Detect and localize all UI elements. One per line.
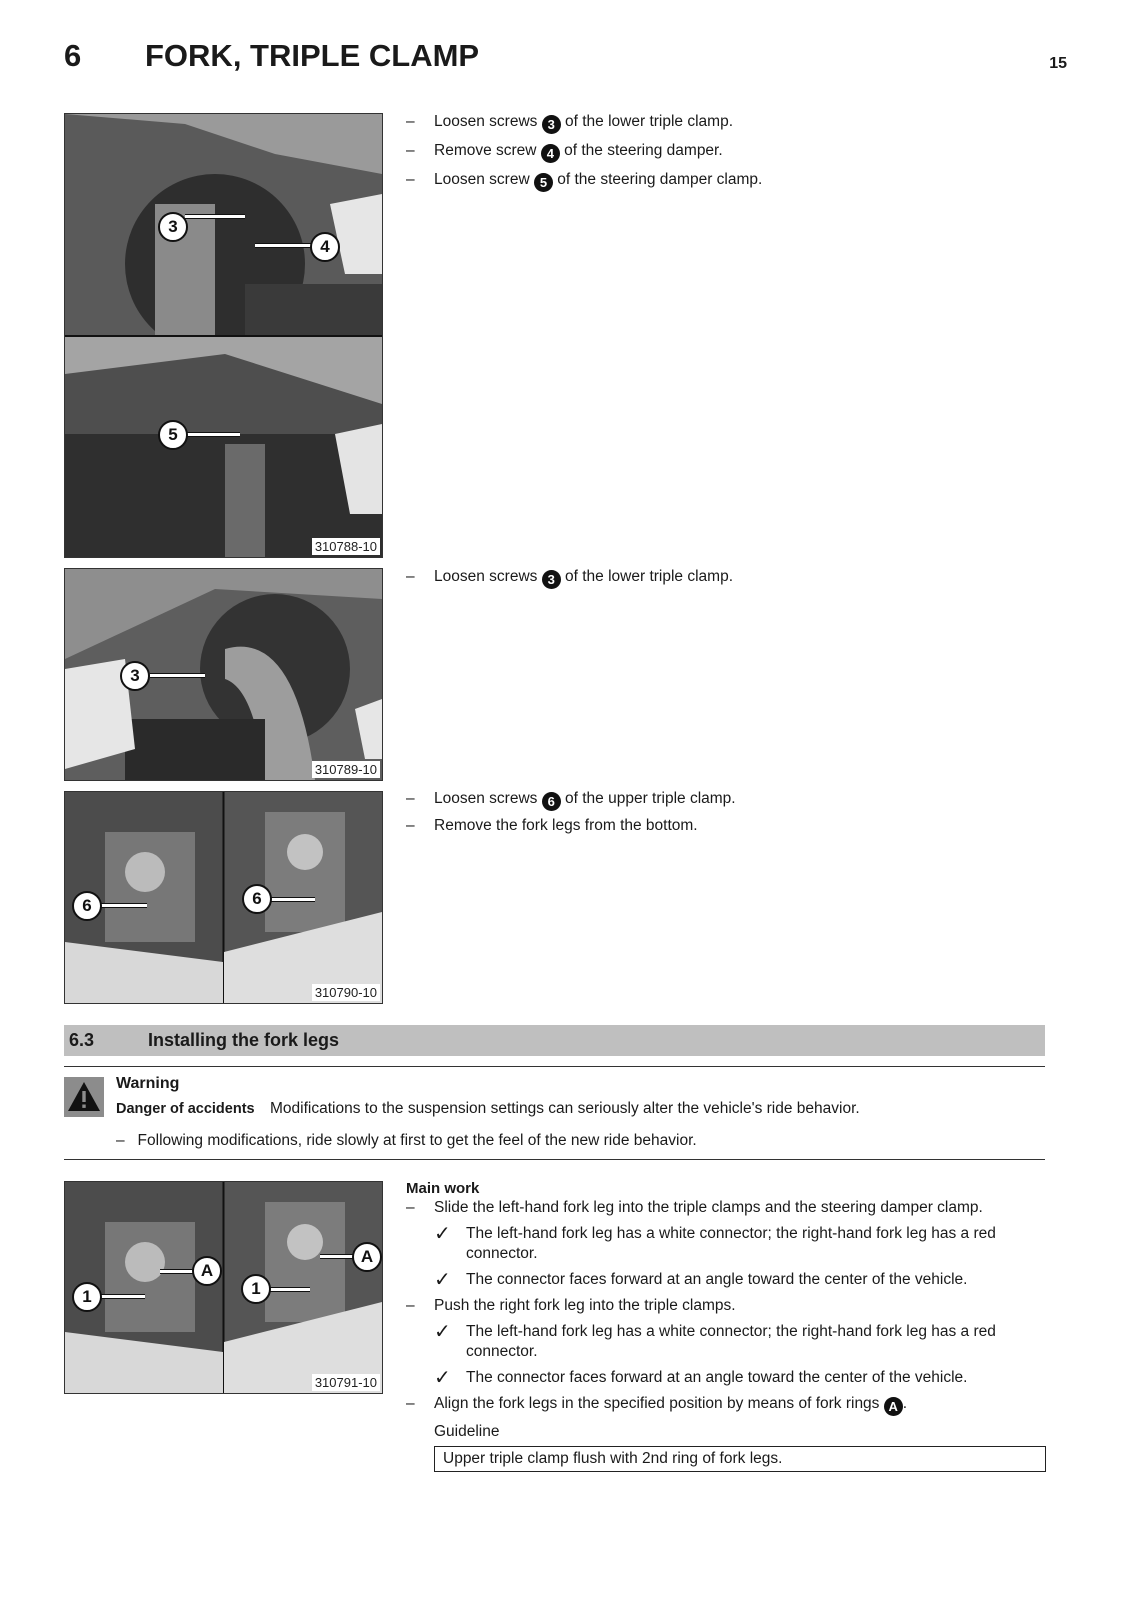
ref-badge: 5 — [534, 173, 553, 192]
ref-badge: 3 — [542, 570, 561, 589]
step-list-2 — [406, 562, 1046, 591]
step-item: – Remove the fork legs from the bottom. — [406, 817, 698, 834]
callout-1: 1 — [241, 1274, 271, 1304]
step-item: – Loosen screw 5 of the steering damper clamp. — [406, 171, 763, 190]
step-item: – Loosen screws 6 of the upper triple clamp. — [406, 790, 736, 809]
check-item: ✓ The left-hand fork leg has a white connector; the right-hand fork leg has a red connector. — [434, 1223, 996, 1262]
chapter-number: 6 — [64, 38, 82, 73]
step-list-3 — [406, 785, 1046, 839]
figure-code: 310790-10 — [312, 984, 380, 1001]
callout-3: 3 — [158, 212, 188, 242]
figure-code: 310789-10 — [312, 761, 380, 778]
warning-bottom-rule — [64, 1159, 1045, 1160]
warning-text: Modifications to the suspension settings can seriously alter the vehicle's ride behavior. — [270, 1100, 860, 1117]
callout-1: 1 — [72, 1282, 102, 1312]
figure-code: 310788-10 — [312, 538, 380, 555]
callout-A: A — [352, 1242, 382, 1272]
warning-action: – Following modifications, ride slowly at first to get the feel of the new ride behavior. — [116, 1132, 697, 1149]
step-list-1 — [406, 107, 1046, 194]
ref-badge: 3 — [542, 115, 561, 134]
callout-6: 6 — [72, 891, 102, 921]
figure-upper-triple-clamp-screws — [64, 791, 383, 1004]
guideline-label: Guideline — [434, 1423, 500, 1440]
main-work-list — [406, 1198, 1046, 1472]
check-item: ✓ The connector faces forward at an angle toward the center of the vehicle. — [434, 1269, 968, 1291]
check-item: ✓ The left-hand fork leg has a white connector; the right-hand fork leg has a red connector. — [434, 1321, 996, 1360]
photo-upper-triple-clamp — [65, 114, 382, 557]
check-icon: ✓ — [434, 1321, 451, 1343]
check-icon: ✓ — [434, 1367, 451, 1389]
callout-6: 6 — [242, 884, 272, 914]
photo-lower-triple-clamp — [65, 569, 382, 780]
step-item: – Slide the left-hand fork leg into the triple clamps and the steering damper clamp. — [406, 1199, 983, 1216]
warning-top-rule — [64, 1066, 1045, 1067]
step-item: – Loosen screws 3 of the lower triple clamp. — [406, 568, 734, 587]
figure-lower-triple-clamp — [64, 568, 383, 781]
chapter-title: FORK, TRIPLE CLAMP — [145, 38, 480, 73]
section-title: Installing the fork legs — [148, 1030, 340, 1050]
check-icon: ✓ — [434, 1223, 451, 1245]
ref-badge: 6 — [542, 792, 561, 811]
figure-code: 310791-10 — [312, 1374, 380, 1391]
step-item: – Align the fork legs in the specified position by means of fork rings A . — [406, 1395, 908, 1414]
warning-label: Danger of accidents — [116, 1101, 255, 1117]
guideline-value-box: Upper triple clamp flush with 2nd ring of fork legs. — [434, 1446, 1046, 1472]
page-number: 15 — [1049, 55, 1067, 72]
callout-3: 3 — [120, 661, 150, 691]
figure-fork-rings — [64, 1181, 383, 1394]
main-work-heading: Main work — [406, 1180, 480, 1197]
photo-upper-clamp-screws — [65, 792, 382, 1003]
step-item: – Remove screw 4 of the steering damper. — [406, 142, 723, 161]
warning-triangle-icon — [64, 1077, 104, 1117]
figure-steering-damper — [64, 113, 383, 558]
section-number: 6.3 — [69, 1030, 95, 1050]
step-item: – Push the right fork leg into the triple clamps. — [406, 1297, 736, 1314]
ref-badge: A — [884, 1397, 903, 1416]
step-item: – Loosen screws 3 of the lower triple clamp. — [406, 113, 734, 132]
photo-fork-rings — [65, 1182, 382, 1393]
check-item: ✓ The connector faces forward at an angle toward the center of the vehicle. — [434, 1367, 968, 1389]
check-icon: ✓ — [434, 1269, 451, 1291]
warning-title: Warning — [116, 1075, 180, 1092]
callout-A: A — [192, 1256, 222, 1286]
callout-4: 4 — [310, 232, 340, 262]
callout-5: 5 — [158, 420, 188, 450]
ref-badge: 4 — [541, 144, 560, 163]
